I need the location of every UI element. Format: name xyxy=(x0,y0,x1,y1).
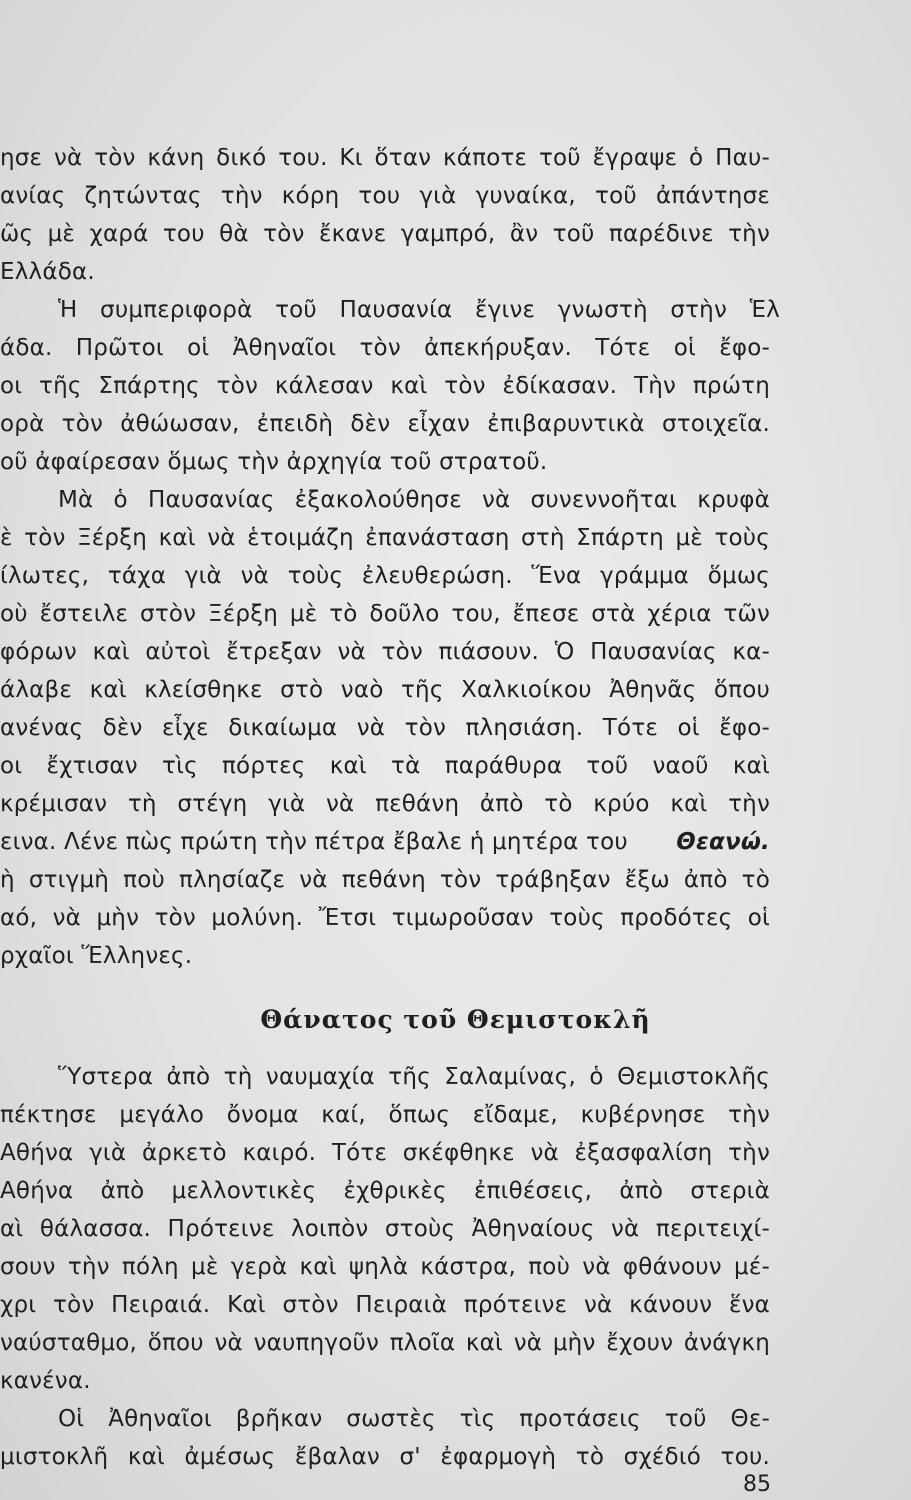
text-line: ανένας δὲν εἶχε δικαίωμα νὰ τὸν πλησιάση. Τότε οἱ ἔφο- xyxy=(0,715,770,741)
text-line: ναύσταθμο, ὅπου νὰ ναυπηγοῦν πλοῖα καὶ νὰ μὴν ἔχουν ἀνάγκη xyxy=(0,1330,770,1356)
text-line: Ἡ συμπεριφορὰ τοῦ Παυσανία ἔγινε γνωστὴ στὴν Ἑλ xyxy=(58,297,780,323)
text-line: Οἱ Ἀθηναῖοι βρῆκαν σωστὲς τὶς προτάσεις τοῦ Θε- xyxy=(58,1406,770,1432)
text-line: αὶ θάλασσα. Πρότεινε λοιπὸν στοὺς Ἀθηναίους νὰ περιτειχί- xyxy=(0,1216,770,1242)
text-line: μιστοκλῆ καὶ ἀμέσως ἔβαλαν σ' ἐφαρμογὴ τὸ σχέδιό του. xyxy=(0,1444,770,1470)
text-line: φόρων καὶ αὐτοὶ ἔτρεξαν νὰ τὸν πιάσουν. Ὁ Παυσανίας κα- xyxy=(0,639,770,665)
text-line: Αθήνα ἀπὸ μελλοντικὲς ἐχθρικὲς ἐπιθέσεις, ἀπὸ στεριὰ xyxy=(0,1178,770,1204)
text-line: κανένα. xyxy=(0,1368,91,1394)
section-heading: Θάνατος τοῦ Θεμιστοκλῆ xyxy=(260,1005,651,1034)
text-line: κρέμισαν τὴ στέγη γιὰ νὰ πεθάνη ἀπὸ τὸ κρύο καὶ τὴν xyxy=(0,791,770,817)
text-line: αό, νὰ μὴν τὸν μολύνη. Ἔτσι τιμωροῦσαν τοὺς προδότες οἱ xyxy=(0,905,770,931)
emphasis-name: Θεανώ. xyxy=(676,829,770,855)
text-line: ῶς μὲ χαρά του θὰ τὸν ἔκανε γαμπρό, ἂν τοῦ παρέδινε τὴν xyxy=(0,221,770,247)
text-line: οῦ ἀφαίρεσαν ὅμως τὴν ἀρχηγία τοῦ στρατοῦ. xyxy=(0,449,548,475)
text-line: άλαβε καὶ κλείσθηκε στὸ ναὸ τῆς Χαλκιοίκου Ἀθηνᾶς ὅπου xyxy=(0,677,770,703)
page-number: 85 xyxy=(743,1472,771,1497)
text-line: Ὕστερα ἀπὸ τὴ ναυμαχία τῆς Σαλαμίνας, ὁ Θεμιστοκλῆς xyxy=(58,1064,770,1090)
text-line: Αθήνα γιὰ ἀρκετὸ καιρό. Τότε σκέφθηκε νὰ ἐξασφαλίση τὴν xyxy=(0,1140,770,1166)
text-line: άδα. Πρῶτοι οἱ Ἀθηναῖοι τὸν ἀπεκήρυξαν. Τότε οἱ ἔφο- xyxy=(0,335,770,361)
text-line: χρι τὸν Πειραιά. Καὶ στὸν Πειραιὰ πρότεινε νὰ κάνουν ἕνα xyxy=(0,1292,770,1318)
text-line: ίλωτες, τάχα γιὰ νὰ τοὺς ἐλευθερώση. Ἕνα γράμμα ὅμως xyxy=(0,563,770,589)
text-line: ὲ τὸν Ξέρξη καὶ νὰ ἑτοιμάζη ἐπανάσταση στὴ Σπάρτη μὲ τοὺς xyxy=(0,525,770,551)
text-line: ρχαῖοι Ἕλληνες. xyxy=(0,943,193,969)
text-line: Μὰ ὁ Παυσανίας ἐξακολούθησε νὰ συνεννοῆται κρυφὰ xyxy=(58,487,770,513)
text-line: ανίας ζητώντας τὴν κόρη του γιὰ γυναίκα, τοῦ ἀπάντησε xyxy=(0,183,770,209)
text-line: οι ἔχτισαν τὶς πόρτες καὶ τὰ παράθυρα τοῦ ναοῦ καὶ xyxy=(0,753,770,779)
text-fragment: εινα. Λένε πὼς πρώτη τὴν πέτρα ἔβαλε ἡ μητέρα του xyxy=(0,829,628,855)
text-line: ησε νὰ τὸν κάνη δικό του. Κι ὅταν κάποτε τοῦ ἔγραψε ὁ Παυ- xyxy=(0,145,770,171)
text-line: πέκτησε μεγάλο ὄνομα καί, ὅπως εἴδαμε, κυβέρνησε τὴν xyxy=(0,1102,770,1128)
text-line: Ελλάδα. xyxy=(0,259,95,285)
text-line: ὴ στιγμὴ ποὺ πλησίαζε νὰ πεθάνη τὸν τράβηξαν ἔξω ἀπὸ τὸ xyxy=(0,867,770,893)
text-line-with-emphasis xyxy=(0,827,770,867)
text-line: ορὰ τὸν ἀθώωσαν, ἐπειδὴ δὲν εἶχαν ἐπιβαρυντικὰ στοιχεῖα. xyxy=(0,411,770,437)
text-line: οι τῆς Σπάρτης τὸν κάλεσαν καὶ τὸν ἐδίκασαν. Τὴν πρώτη xyxy=(0,373,770,399)
text-line: οὺ ἔστειλε στὸν Ξέρξη μὲ τὸ δοῦλο του, ἔπεσε στὰ χέρια τῶν xyxy=(0,601,770,627)
text-line: σουν τὴν πόλη μὲ γερὰ καὶ ψηλὰ κάστρα, ποὺ νὰ φθάνουν μέ- xyxy=(0,1254,770,1280)
